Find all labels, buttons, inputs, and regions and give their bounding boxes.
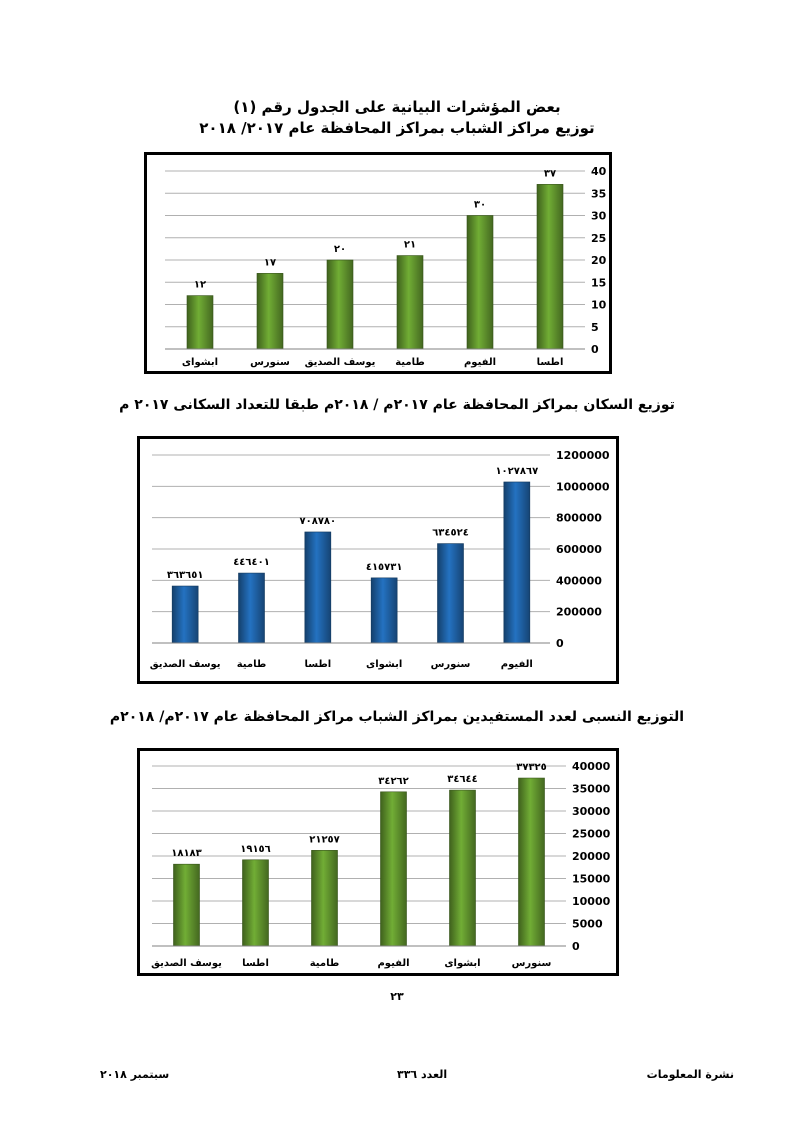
chart3-ytick-label: 10000 [572, 895, 611, 908]
chart2-category-label: سنورس [430, 659, 471, 670]
chart1-frame [144, 152, 612, 374]
chart3-ytick-label: 25000 [572, 827, 611, 841]
section-title: بعض المؤشرات البيانية على الجدول رقم (١) [233, 98, 561, 116]
chart3-ytick-label: 5000 [572, 917, 603, 931]
chart2-bar [172, 586, 198, 643]
chart2-data-label: ١٠٢٧٨٦٧ [495, 465, 539, 477]
chart1-bar [537, 184, 563, 349]
footer-date: سبتمبر ٢٠١٨ [100, 1068, 170, 1081]
footer-issue: العدد ٣٣٦ [397, 1068, 448, 1081]
chart3-category-label: يوسف الصديق [151, 958, 222, 969]
chart2-ytick-label: 800000 [556, 511, 602, 525]
chart1-ytick-label: 20 [591, 254, 607, 267]
chart3-category-label: الفيوم [377, 958, 410, 969]
chart1-ytick-label: 25 [591, 231, 607, 245]
chart3-bar [243, 860, 269, 946]
chart1-data-label: ٢١ [403, 239, 417, 251]
chart3-bar [450, 790, 476, 946]
chart1-category-label: طامية [395, 357, 425, 368]
chart3-category-label: طامية [309, 958, 340, 969]
chart1-title: توزيع مراكز الشباب بمراكز المحافظة عام ٢٠١٧/ ٢٠١٨ [199, 119, 595, 137]
chart2-category-label: ابشواى [366, 659, 403, 670]
chart1-category-label: سنورس [250, 357, 290, 368]
chart3-category-label: ابشواى [444, 958, 481, 969]
chart2-category-label: اطسا [304, 659, 332, 670]
chart1-bar [257, 273, 283, 349]
chart2-category-label: يوسف الصديق [149, 659, 221, 670]
chart2-data-label: ٣٦٣٦٥١ [166, 570, 204, 582]
footer-publication: نشرة المعلومات [646, 1068, 734, 1081]
chart2-bar [438, 544, 464, 643]
page-number: ٢٣ [390, 990, 404, 1003]
chart1-data-label: ٢٠ [333, 244, 347, 255]
chart3-category-label: سنورس [511, 958, 552, 969]
chart2-category-label: الفيوم [500, 659, 533, 670]
chart2-bar [371, 578, 397, 643]
chart1-bar [187, 296, 213, 349]
chart1-category-label: الفيوم [463, 357, 497, 368]
chart2-title: توزيع السكان بمراكز المحافظة عام ٢٠١٧م / ٢٠١٨م طبقا للتعداد السكانى ٢٠١٧ م [119, 397, 675, 413]
chart1-data-label: ١٧ [263, 257, 277, 269]
chart1-ytick-label: 15 [591, 276, 607, 290]
chart3-data-label: ٣٤٦٤٤ [447, 774, 478, 786]
chart2-svg [140, 439, 622, 687]
chart1-ytick-label: 35 [591, 187, 607, 201]
chart1-data-label: ١٢ [193, 279, 207, 291]
chart1-data-label: ٣٠ [473, 199, 487, 211]
chart3-bar [381, 792, 407, 946]
chart2-bar [504, 482, 530, 643]
chart3-bar [312, 850, 338, 946]
chart1-ytick-label: 0 [591, 343, 599, 356]
chart3-ytick-label: 20000 [572, 850, 611, 863]
chart3-data-label: ٣٧٣٢٥ [516, 762, 547, 774]
chart1-bar [397, 256, 423, 349]
chart3-ytick-label: 15000 [572, 872, 611, 886]
chart2-ytick-label: 1000000 [556, 480, 610, 494]
chart2-ytick-label: 200000 [556, 605, 602, 619]
chart1-svg [147, 155, 615, 377]
chart2-data-label: ٧٠٨٧٨٠ [299, 515, 337, 527]
chart1-bar [467, 216, 493, 350]
chart3-svg [140, 751, 622, 979]
chart1-data-label: ٣٧ [543, 168, 557, 180]
chart3-data-label: ٣٤٢٦٢ [378, 775, 409, 787]
chart3-frame [137, 748, 619, 976]
chart2-data-label: ٤١٥٧٣١ [365, 561, 403, 573]
chart2-bar [305, 532, 331, 643]
chart2-ytick-label: 600000 [556, 543, 602, 556]
chart1-ytick-label: 10 [591, 298, 607, 312]
chart1-ytick-label: 40 [591, 165, 607, 178]
chart3-ytick-label: 35000 [572, 782, 611, 796]
chart3-data-label: ٢١٢٥٧ [309, 834, 340, 846]
chart3-ytick-label: 0 [572, 940, 580, 953]
chart2-ytick-label: 0 [556, 637, 564, 650]
chart1-category-label: يوسف الصديق [304, 357, 376, 368]
chart1-ytick-label: 30 [591, 209, 607, 223]
chart2-ytick-label: 1200000 [556, 449, 610, 462]
chart3-data-label: ١٩١٥٦ [240, 843, 271, 855]
chart1-bar [327, 260, 353, 349]
chart3-bar [174, 864, 200, 946]
chart2-bar [239, 573, 265, 643]
chart3-ytick-label: 30000 [572, 805, 611, 818]
chart3-ytick-label: 40000 [572, 760, 611, 773]
chart3-data-label: ١٨١٨٣ [171, 848, 202, 860]
chart3-category-label: اطسا [242, 958, 269, 969]
chart1-ytick-label: 5 [591, 320, 599, 334]
chart1-category-label: ابشواى [181, 357, 219, 368]
chart3-bar [519, 778, 545, 946]
chart1-category-label: اطسا [536, 357, 564, 368]
chart3-title: التوزيع النسبى لعدد المستفيدين بمراكز الشباب مراكز المحافظة عام ٢٠١٧م/ ٢٠١٨م [109, 709, 685, 725]
chart2-frame [137, 436, 619, 684]
chart2-data-label: ٦٣٤٥٢٤ [432, 527, 469, 539]
chart2-category-label: طامية [236, 659, 267, 670]
chart2-ytick-label: 400000 [556, 574, 602, 588]
chart2-data-label: ٤٤٦٤٠١ [233, 557, 270, 569]
